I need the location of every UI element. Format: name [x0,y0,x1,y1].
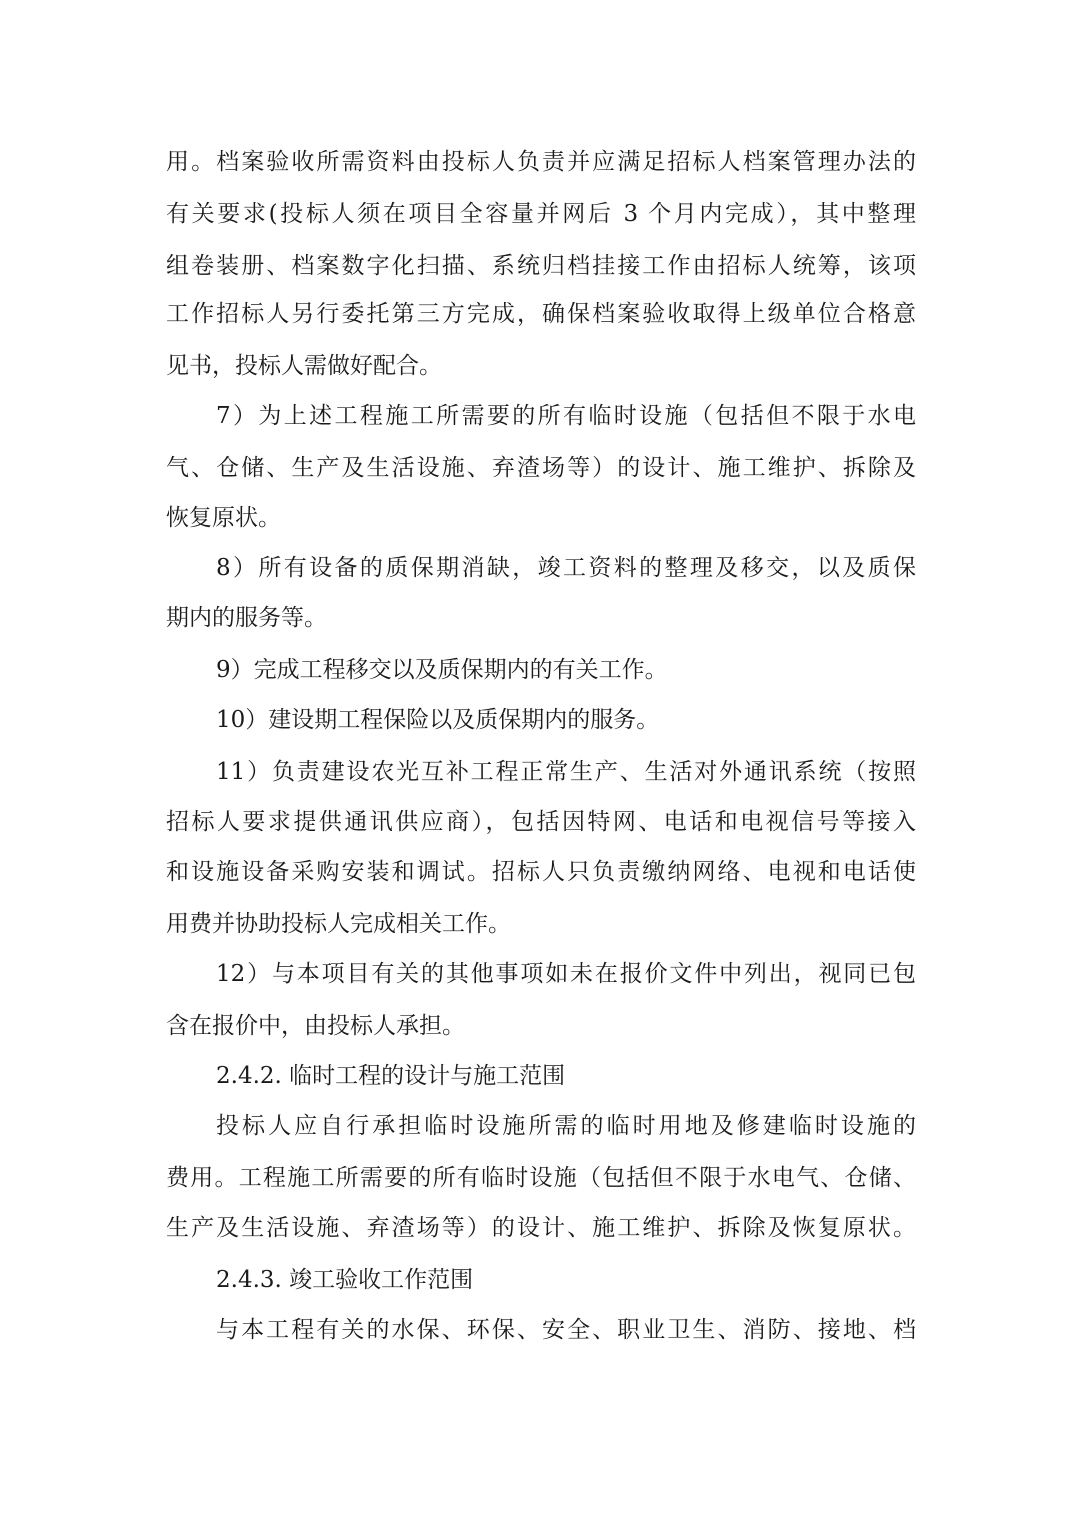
section-2-4-3-line-1: 与本工程有关的水保、环保、安全、职业卫生、消防、接地、档 [216,1317,916,1343]
section-2-4-2-line-2: 费用。工程施工所需要的所有临时设施（包括但不限于水电气、仓储、 [166,1165,916,1191]
item-12-line-1: 12）与本项目有关的其他事项如未在报价文件中列出，视同已包 [216,961,916,987]
item-12-line-2: 含在报价中，由投标人承担。 [166,1013,465,1039]
archive-paragraph-line-5: 见书，投标人需做好配合。 [166,353,442,379]
section-2-4-2-heading: 2.4.2. 临时工程的设计与施工范围 [216,1063,566,1089]
archive-paragraph-line-1: 用。档案验收所需资料由投标人负责并应满足招标人档案管理办法的 [166,149,916,175]
item-11-line-1: 11）负责建设农光互补工程正常生产、生活对外通讯系统（按照 [216,759,916,785]
item-8-line-2: 期内的服务等。 [166,605,327,631]
archive-paragraph-line-4: 工作招标人另行委托第三方完成，确保档案验收取得上级单位合格意 [166,301,916,327]
item-11-line-4: 用费并协助投标人完成相关工作。 [166,911,511,937]
item-9-line-1: 9）完成工程移交以及质保期内的有关工作。 [216,657,668,683]
item-11-line-2: 招标人要求提供通讯供应商），包括因特网、电话和电视信号等接入 [166,809,916,835]
item-8-line-1: 8）所有设备的质保期消缺，竣工资料的整理及移交，以及质保 [216,555,916,581]
section-2-4-2-line-3: 生产及生活设施、弃渣场等）的设计、施工维护、拆除及恢复原状。 [166,1215,916,1241]
item-7-line-3: 恢复原状。 [166,505,281,531]
item-10-line-1: 10）建设期工程保险以及质保期内的服务。 [216,707,660,733]
item-11-line-3: 和设施设备采购安装和调试。招标人只负责缴纳网络、电视和电话使 [166,859,916,885]
section-2-4-2-line-1: 投标人应自行承担临时设施所需的临时用地及修建临时设施的 [216,1113,916,1139]
item-7-line-2: 气、仓储、生产及生活设施、弃渣场等）的设计、施工维护、拆除及 [166,455,916,481]
item-7-line-1: 7）为上述工程施工所需要的所有临时设施（包括但不限于水电 [216,403,916,429]
section-2-4-3-heading: 2.4.3. 竣工验收工作范围 [216,1267,474,1293]
archive-paragraph-line-2: 有关要求(投标人须在项目全容量并网后 3 个月内完成），其中整理 [166,201,916,227]
archive-paragraph-line-3: 组卷装册、档案数字化扫描、系统归档挂接工作由招标人统筹，该项 [166,253,916,279]
